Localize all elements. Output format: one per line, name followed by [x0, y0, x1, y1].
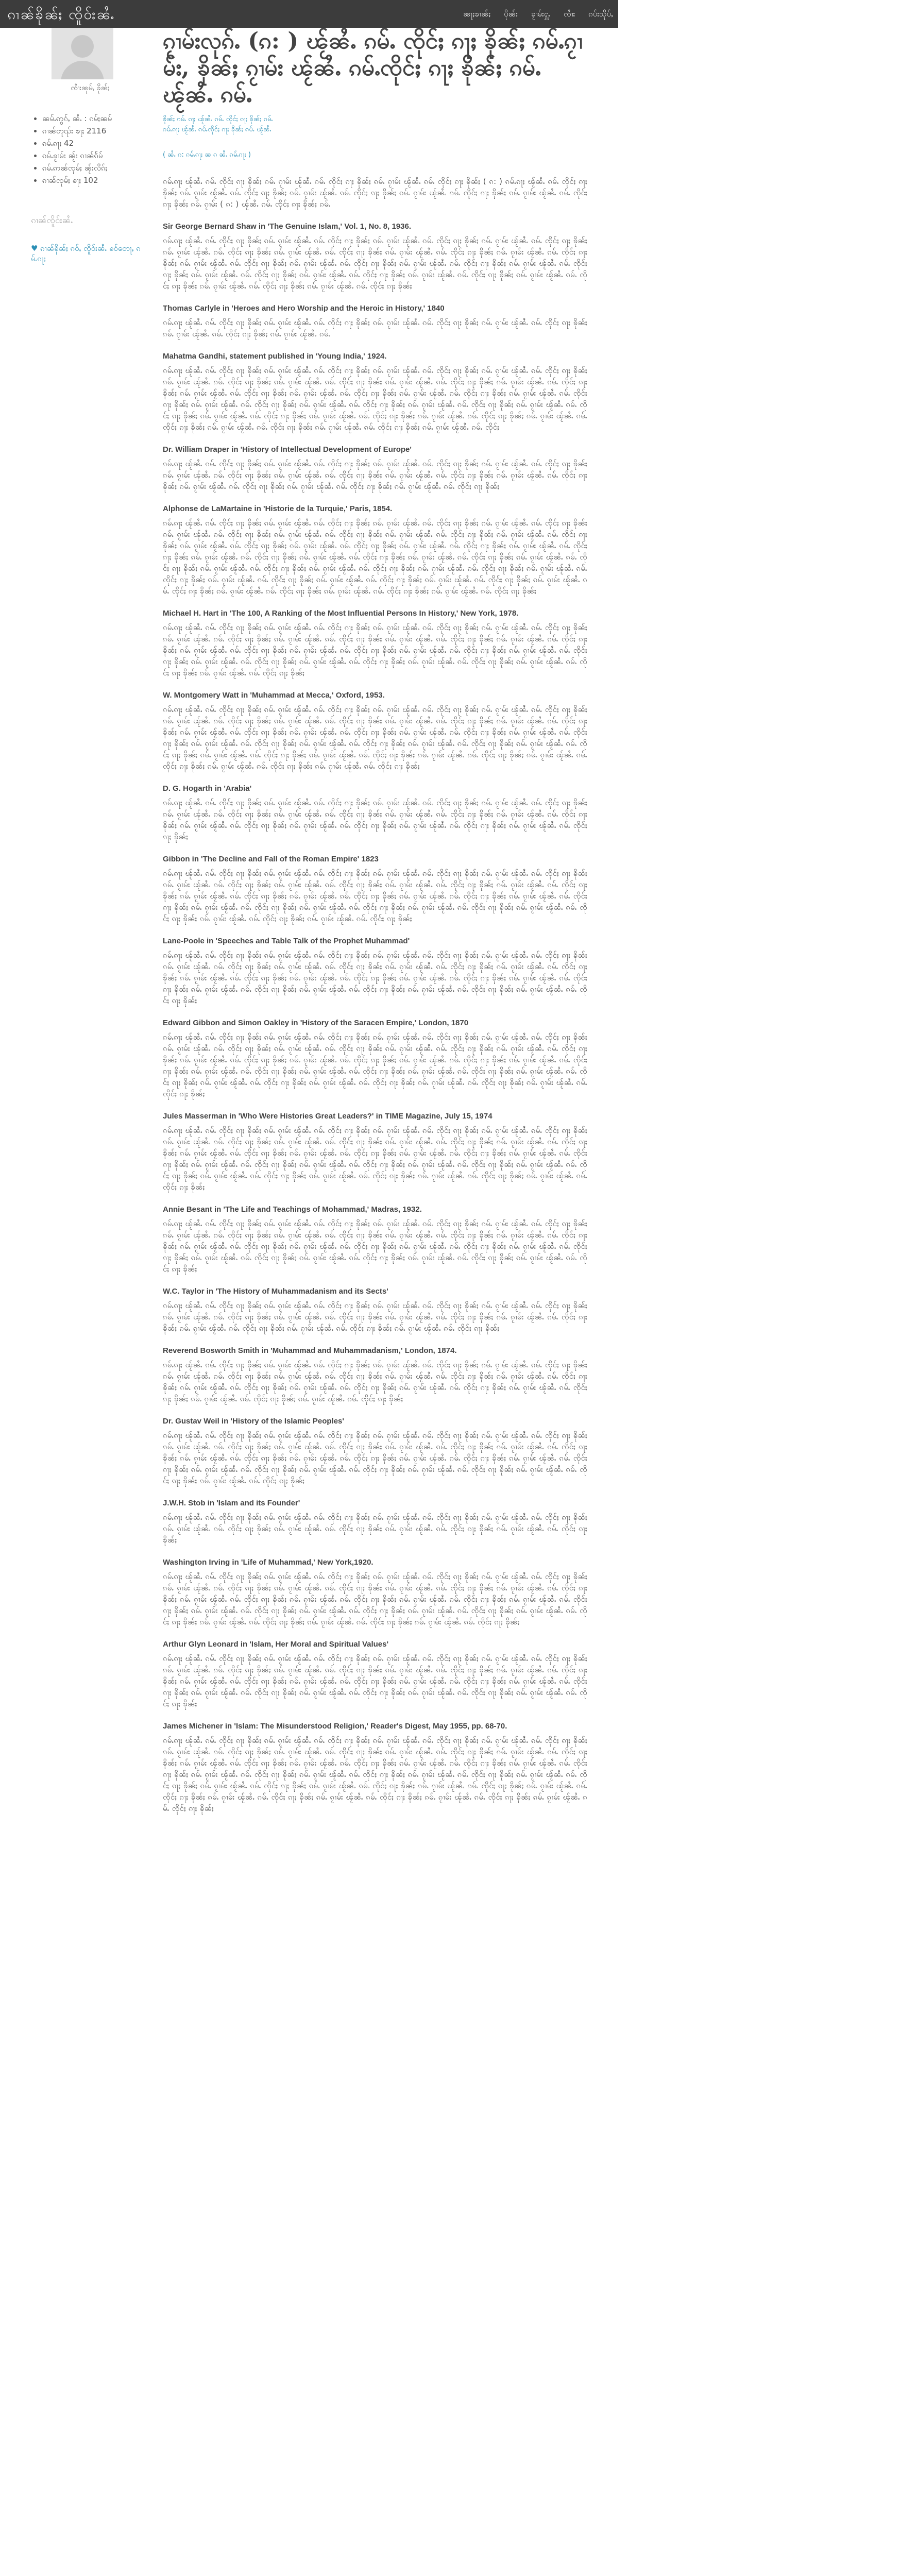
- quote-text: ၵမ်ႉၵႃႈ ၽႂ်ၼႆႉ ၵမ်ႉ ၸိုင်ႈ ၵႃႈ ၶိုၼ်ႈ ၵမ်ႉ ၵႂၢမ်း ၽႂ်ၼႆႉ ၵမ်ႉ ၸိုင်ႈ ၵႃႈ ၶိုၼ်ႈ ၵမ်ႉ ၵႂၢမ်း ၽႂ်ၼႆႉ ၵမ်ႉ ၸိုင်ႈ ၵႃႈ ၶိုၼ်ႈ ၵမ်ႉ ၵႂၢမ်း ၽႂ်ၼႆႉ ၵမ်ႉ ၸိုင်ႈ ၵႃႈ ၶိုၼ်ႈ ၵမ်ႉ ၵႂၢမ်း ၽႂ်ၼႆႉ ၵမ်ႉ ၸိုင်ႈ ၵႃႈ ၶိုၼ်ႈ ၵမ်ႉ ၵႂၢမ်း ၽႂ်ၼႆႉ ၵမ်ႉ ၸိုင်ႈ ၵႃႈ ၶိုၼ်ႈ ၵမ်ႉ ၵႂၢမ်း ၽႂ်ၼႆႉ ၵမ်ႉ ၸိုင်ႈ ၵႃႈ ၶိုၼ်ႈ ၵမ်ႉ ၵႂၢမ်း ၽႂ်ၼႆႉ ၵမ်ႉ ၸိုင်ႈ ၵႃႈ ၶိုၼ်ႈ ၵမ်ႉ ၵႂၢမ်း ၽႂ်ၼႆႉ ၵမ်ႉ ၸိုင်ႈ ၵႃႈ ၶိုၼ်ႈ ၵမ်ႉ ၵႂၢမ်း ၽႂ်ၼႆႉ ၵမ်ႉ ၸိုင်ႈ ၵႃႈ ၶိုၼ်ႈ ၵမ်ႉ ၵႂၢမ်း ၽႂ်ၼႆႉ ၵမ်ႉ ၸိုင်ႈ ၵႃႈ ၶိုၼ်ႈ ၵမ်ႉ ၵႂၢမ်း ၽႂ်ၼႆႉ ၵမ်ႉ ၸိုင်ႈ ၵႃႈ ၶိုၼ်ႈ ၵမ်ႉ ၵႂၢမ်း ၽႂ်ၼႆႉ ၵမ်ႉ ၸိုင်ႈ ၵႃႈ ၶိုၼ်ႈ ၵမ်ႉ ၵႂၢမ်း ၽႂ်ၼႆႉ ၵမ်ႉ ၸိုင်ႈ ၵႃႈ ၶိုၼ်ႈ ၵမ်ႉ ၵႂၢမ်း ၽႂ်ၼႆႉ ၵမ်ႉ ၸိုင်ႈ ၵႃႈ ၶိုၼ်ႈ ၵမ်ႉ ၵႂၢမ်း ၽႂ်ၼႆႉ ၵမ်ႉ ၸိုင်ႈ ၵႃႈ ၶိုၼ်ႈ ၵမ်ႉ ၵႂၢမ်း ၽႂ်ၼႆႉ ၵမ်ႉ ၸိုင်ႈ ၵႃႈ ၶိုၼ်ႈ ၵမ်ႉ ၵႂၢမ်း ၽႂ်ၼႆႉ ၵမ်ႉ ၸိုင်ႈ ၵႃႈ ၶိုၼ်ႈ ၵမ်ႉ ၵႂၢမ်း ၽႂ်ၼႆႉ ၵမ်ႉ ၸိုင်ႈ ၵႃႈ ၶိုၼ်ႈ ၵမ်ႉ ၵႂၢမ်း ၽႂ်ၼႆႉ ၵမ်ႉ ၸိုင်ႈ ၵႃႈ ၶိုၼ်ႈ ၵမ်ႉ ၵႂၢမ်း ၽႂ်ၼႆႉ ၵမ်ႉ ၸိုင်ႈ ၵႃႈ ၶိုၼ်ႈ ၵမ်ႉ ၵႂၢမ်း ၽႂ်ၼႆႉ ၵမ်ႉ ၸိုင်ႈ ၵႃႈ ၶိုၼ်ႈ ၵမ်ႉ ၵႂၢမ်း ၽႂ်ၼႆႉ ၵမ်ႉ ၸိုင်ႈ ၵႃႈ ၶိုၼ်ႈ ၵမ်ႉ ၵႂၢမ်း ၽႂ်ၼႆႉ ၵမ်ႉ ၸိုင်ႈ ၵႃႈ ၶိုၼ်ႈ: [163, 1736, 587, 1813]
- quote-block: [163, 304, 587, 340]
- post-meta: [163, 114, 587, 135]
- quote-source: J.W.H. Stob in 'Islam and its Founder': [163, 1499, 300, 1507]
- profile-stats: [31, 114, 149, 185]
- quote-source: Lane-Poole in 'Speeches and Table Talk of the Prophet Muhammad': [163, 937, 410, 945]
- quote-block: [163, 1287, 587, 1334]
- quote-source: Mahatma Gandhi, statement published in 'Young India,' 1924.: [163, 352, 387, 361]
- quote-text: ၵမ်ႉၵႃႈ ၽႂ်ၼႆႉ ၵမ်ႉ ၸိုင်ႈ ၵႃႈ ၶိုၼ်ႈ ၵမ်ႉ ၵႂၢမ်း ၽႂ်ၼႆႉ ၵမ်ႉ ၸိုင်ႈ ၵႃႈ ၶိုၼ်ႈ ၵမ်ႉ ၵႂၢမ်း ၽႂ်ၼႆႉ ၵမ်ႉ ၸိုင်ႈ ၵႃႈ ၶိုၼ်ႈ ၵမ်ႉ ၵႂၢမ်း ၽႂ်ၼႆႉ ၵမ်ႉ ၸိုင်ႈ ၵႃႈ ၶိုၼ်ႈ ၵမ်ႉ ၵႂၢမ်း ၽႂ်ၼႆႉ ၵမ်ႉ ၸိုင်ႈ ၵႃႈ ၶိုၼ်ႈ ၵမ်ႉ ၵႂၢမ်း ၽႂ်ၼႆႉ ၵမ်ႉ ၸိုင်ႈ ၵႃႈ ၶိုၼ်ႈ ၵမ်ႉ ၵႂၢမ်း ၽႂ်ၼႆႉ ၵမ်ႉ ၸိုင်ႈ ၵႃႈ ၶိုၼ်ႈ ၵမ်ႉ ၵႂၢမ်း ၽႂ်ၼႆႉ ၵမ်ႉ ၸိုင်ႈ ၵႃႈ ၶိုၼ်ႈ: [163, 1513, 587, 1545]
- quote-text: ၵမ်ႉၵႃႈ ၽႂ်ၼႆႉ ၵမ်ႉ ၸိုင်ႈ ၵႃႈ ၶိုၼ်ႈ ၵမ်ႉ ၵႂၢမ်း ၽႂ်ၼႆႉ ၵမ်ႉ ၸိုင်ႈ ၵႃႈ ၶိုၼ်ႈ ၵမ်ႉ ၵႂၢမ်း ၽႂ်ၼႆႉ ၵမ်ႉ ၸိုင်ႈ ၵႃႈ ၶိုၼ်ႈ ၵမ်ႉ ၵႂၢမ်း ၽႂ်ၼႆႉ ၵမ်ႉ ၸိုင်ႈ ၵႃႈ ၶိုၼ်ႈ ၵမ်ႉ ၵႂၢမ်း ၽႂ်ၼႆႉ ၵမ်ႉ ၸိုင်ႈ ၵႃႈ ၶိုၼ်ႈ ၵမ်ႉ ၵႂၢမ်း ၽႂ်ၼႆႉ ၵမ်ႉ ၸိုင်ႈ ၵႃႈ ၶိုၼ်ႈ ၵမ်ႉ ၵႂၢမ်း ၽႂ်ၼႆႉ ၵမ်ႉ ၸိုင်ႈ ၵႃႈ ၶိုၼ်ႈ ၵမ်ႉ ၵႂၢမ်း ၽႂ်ၼႆႉ ၵမ်ႉ ၸိုင်ႈ ၵႃႈ ၶိုၼ်ႈ ၵမ်ႉ ၵႂၢမ်း ၽႂ်ၼႆႉ ၵမ်ႉ ၸိုင်ႈ ၵႃႈ ၶိုၼ်ႈ ၵမ်ႉ ၵႂၢမ်း ၽႂ်ၼႆႉ ၵမ်ႉ ၸိုင်ႈ ၵႃႈ ၶိုၼ်ႈ ၵမ်ႉ ၵႂၢမ်း ၽႂ်ၼႆႉ ၵမ်ႉ ၸိုင်ႈ ၵႃႈ ၶိုၼ်ႈ ၵမ်ႉ ၵႂၢမ်း ၽႂ်ၼႆႉ ၵမ်ႉ ၸိုင်ႈ ၵႃႈ ၶိုၼ်ႈ: [163, 798, 587, 841]
- quote-text: ၵမ်ႉၵႃႈ ၽႂ်ၼႆႉ ၵမ်ႉ ၸိုင်ႈ ၵႃႈ ၶိုၼ်ႈ ၵမ်ႉ ၵႂၢမ်း ၽႂ်ၼႆႉ ၵမ်ႉ ၸိုင်ႈ ၵႃႈ ၶိုၼ်ႈ ၵမ်ႉ ၵႂၢမ်း ၽႂ်ၼႆႉ ၵမ်ႉ ၸိုင်ႈ ၵႃႈ ၶိုၼ်ႈ ၵမ်ႉ ၵႂၢမ်း ၽႂ်ၼႆႉ ၵမ်ႉ ၸိုင်ႈ ၵႃႈ ၶိုၼ်ႈ ၵမ်ႉ ၵႂၢမ်း ၽႂ်ၼႆႉ ၵမ်ႉ ၸိုင်ႈ ၵႃႈ ၶိုၼ်ႈ ၵမ်ႉ ၵႂၢမ်း ၽႂ်ၼႆႉ ၵမ်ႉ ၸိုင်ႈ ၵႃႈ ၶိုၼ်ႈ ၵမ်ႉ ၵႂၢမ်း ၽႂ်ၼႆႉ ၵမ်ႉ ၸိုင်ႈ ၵႃႈ ၶိုၼ်ႈ ၵမ်ႉ ၵႂၢမ်း ၽႂ်ၼႆႉ ၵမ်ႉ ၸိုင်ႈ ၵႃႈ ၶိုၼ်ႈ ၵမ်ႉ ၵႂၢမ်း ၽႂ်ၼႆႉ ၵမ်ႉ ၸိုင်ႈ ၵႃႈ ၶိုၼ်ႈ ၵမ်ႉ ၵႂၢမ်း ၽႂ်ၼႆႉ ၵမ်ႉ ၸိုင်ႈ ၵႃႈ ၶိုၼ်ႈ ၵမ်ႉ ၵႂၢမ်း ၽႂ်ၼႆႉ ၵမ်ႉ ၸိုင်ႈ ၵႃႈ ၶိုၼ်ႈ ၵမ်ႉ ၵႂၢမ်း ၽႂ်ၼႆႉ ၵမ်ႉ ၸိုင်ႈ ၵႃႈ ၶိုၼ်ႈ ၵမ်ႉ ၵႂၢမ်း ၽႂ်ၼႆႉ ၵမ်ႉ ၸိုင်ႈ ၵႃႈ ၶိုၼ်ႈ ၵမ်ႉ ၵႂၢမ်း ၽႂ်ၼႆႉ ၵမ်ႉ ၸိုင်ႈ ၵႃႈ ၶိုၼ်ႈ: [163, 1360, 587, 1403]
- quote-source: Alphonse de LaMartaine in 'Historie de la Turquie,' Paris, 1854.: [163, 504, 393, 513]
- profile-stat: • ၼမ်ႉဢွၵ်ႇ ၼႆႉ : ၵမ်ႈၼမ်: [42, 114, 149, 123]
- profile-stat: • ၵၢၼ်ၸုမ်ႈ ၶႃႈ 102: [42, 176, 149, 185]
- quote-source: Washington Irving in 'Life of Muhammad,' New York,1920.: [163, 1558, 373, 1567]
- quote-source: Arthur Glyn Leonard in 'Islam, Her Moral and Spiritual Values': [163, 1640, 389, 1649]
- quote-source: Annie Besant in 'The Life and Teachings of Mohammad,' Madras, 1932.: [163, 1205, 422, 1214]
- main-nav: [463, 9, 613, 21]
- quote-block: [163, 1558, 587, 1628]
- quote-block: [163, 352, 587, 433]
- quote-source: W.C. Taylor in 'The History of Muhammadanism and its Sects': [163, 1287, 388, 1296]
- profile-stat: • ၵမ်ႉၶႂၢမ်း ၼႂ်း ၵၢၼ်ၵႅမ်: [42, 151, 149, 160]
- post-title: ၵႂၢမ်းလုၵ်ႉ (ၵ: ) ၽႂ်ၼႆႉ ၵမ်ႉ ၸိုင်ႈ ၵႃႈ ၶိုၼ်ႈ ၵမ်ႉၵႂၢမ်း, ၶိုၼ်ႈ ၵႂၢမ်း ၽႂ်ၼႆႉ ၵမ်ႉၸိုင်ႈ ၵႃႈ ၶိုၼ်ႈ ၵမ်ႉ ၽႂ်ၼႆႉ ၵမ်ႉ: [163, 28, 583, 108]
- quote-block: [163, 1417, 587, 1486]
- quote-text: ၵမ်ႉၵႃႈ ၽႂ်ၼႆႉ ၵမ်ႉ ၸိုင်ႈ ၵႃႈ ၶိုၼ်ႈ ၵမ်ႉ ၵႂၢမ်း ၽႂ်ၼႆႉ ၵမ်ႉ ၸိုင်ႈ ၵႃႈ ၶိုၼ်ႈ ၵမ်ႉ ၵႂၢမ်း ၽႂ်ၼႆႉ ၵမ်ႉ ၸိုင်ႈ ၵႃႈ ၶိုၼ်ႈ ၵမ်ႉ ၵႂၢမ်း ၽႂ်ၼႆႉ ၵမ်ႉ ၸိုင်ႈ ၵႃႈ ၶိုၼ်ႈ ၵမ်ႉ ၵႂၢမ်း ၽႂ်ၼႆႉ ၵမ်ႉ ၸိုင်ႈ ၵႃႈ ၶိုၼ်ႈ ၵမ်ႉ ၵႂၢမ်း ၽႂ်ၼႆႉ ၵမ်ႉ ၸိုင်ႈ ၵႃႈ ၶိုၼ်ႈ ၵမ်ႉ ၵႂၢမ်း ၽႂ်ၼႆႉ ၵမ်ႉ ၸိုင်ႈ ၵႃႈ ၶိုၼ်ႈ ၵမ်ႉ ၵႂၢမ်း ၽႂ်ၼႆႉ ၵမ်ႉ ၸိုင်ႈ ၵႃႈ ၶိုၼ်ႈ ၵမ်ႉ ၵႂၢမ်း ၽႂ်ၼႆႉ ၵမ်ႉ ၸိုင်ႈ ၵႃႈ ၶိုၼ်ႈ ၵမ်ႉ ၵႂၢမ်း ၽႂ်ၼႆႉ ၵမ်ႉ ၸိုင်ႈ ၵႃႈ ၶိုၼ်ႈ ၵမ်ႉ ၵႂၢမ်း ၽႂ်ၼႆႉ ၵမ်ႉ ၸိုင်ႈ ၵႃႈ ၶိုၼ်ႈ ၵမ်ႉ ၵႂၢမ်း ၽႂ်ၼႆႉ ၵမ်ႉ ၸိုင်ႈ ၵႃႈ ၶိုၼ်ႈ ၵမ်ႉ ၵႂၢမ်း ၽႂ်ၼႆႉ ၵမ်ႉ ၸိုင်ႈ ၵႃႈ ၶိုၼ်ႈ ၵမ်ႉ ၵႂၢမ်း ၽႂ်ၼႆႉ ၵမ်ႉ ၸိုင်ႈ ၵႃႈ ၶိုၼ်ႈ ၵမ်ႉ ၵႂၢမ်း ၽႂ်ၼႆႉ ၵမ်ႉ ၸိုင်ႈ ၵႃႈ ၶိုၼ်ႈ ၵမ်ႉ ၵႂၢမ်း ၽႂ်ၼႆႉ ၵမ်ႉ ၸိုင်ႈ ၵႃႈ ၶိုၼ်ႈ ၵမ်ႉ ၵႂၢမ်း ၽႂ်ၼႆႉ ၵမ်ႉ ၸိုင်ႈ ၵႃႈ ၶိုၼ်ႈ: [163, 623, 587, 677]
- quote-source: Edward Gibbon and Simon Oakley in 'History of the Saracen Empire,' London, 1870: [163, 1019, 469, 1027]
- nav-item[interactable]: ၼႃႈၶၢၼ်ႈ: [463, 9, 491, 19]
- quote-source: Dr. Gustav Weil in 'History of the Islamic Peoples': [163, 1417, 344, 1426]
- quotes-list: [163, 222, 587, 1814]
- quote-text: ၵမ်ႉၵႃႈ ၽႂ်ၼႆႉ ၵမ်ႉ ၸိုင်ႈ ၵႃႈ ၶိုၼ်ႈ ၵမ်ႉ ၵႂၢမ်း ၽႂ်ၼႆႉ ၵမ်ႉ ၸိုင်ႈ ၵႃႈ ၶိုၼ်ႈ ၵမ်ႉ ၵႂၢမ်း ၽႂ်ၼႆႉ ၵမ်ႉ ၸိုင်ႈ ၵႃႈ ၶိုၼ်ႈ ၵမ်ႉ ၵႂၢမ်း ၽႂ်ၼႆႉ ၵမ်ႉ ၸိုင်ႈ ၵႃႈ ၶိုၼ်ႈ ၵမ်ႉ ၵႂၢမ်း ၽႂ်ၼႆႉ ၵမ်ႉ ၸိုင်ႈ ၵႃႈ ၶိုၼ်ႈ ၵမ်ႉ ၵႂၢမ်း ၽႂ်ၼႆႉ ၵမ်ႉ ၸိုင်ႈ ၵႃႈ ၶိုၼ်ႈ ၵမ်ႉ ၵႂၢမ်း ၽႂ်ၼႆႉ ၵမ်ႉ ၸိုင်ႈ ၵႃႈ ၶိုၼ်ႈ ၵမ်ႉ ၵႂၢမ်း ၽႂ်ၼႆႉ ၵမ်ႉ ၸိုင်ႈ ၵႃႈ ၶိုၼ်ႈ ၵမ်ႉ ၵႂၢမ်း ၽႂ်ၼႆႉ ၵမ်ႉ ၸိုင်ႈ ၵႃႈ ၶိုၼ်ႈ ၵမ်ႉ ၵႂၢမ်း ၽႂ်ၼႆႉ ၵမ်ႉ ၸိုင်ႈ ၵႃႈ ၶိုၼ်ႈ ၵမ်ႉ ၵႂၢမ်း ၽႂ်ၼႆႉ ၵမ်ႉ ၸိုင်ႈ ၵႃႈ ၶိုၼ်ႈ ၵမ်ႉ ၵႂၢမ်း ၽႂ်ၼႆႉ ၵမ်ႉ ၸိုင်ႈ ၵႃႈ ၶိုၼ်ႈ ၵမ်ႉ ၵႂၢမ်း ၽႂ်ၼႆႉ ၵမ်ႉ ၸိုင်ႈ ၵႃႈ ၶိုၼ်ႈ ၵမ်ႉ ၵႂၢမ်း ၽႂ်ၼႆႉ ၵမ်ႉ ၸိုင်ႈ ၵႃႈ ၶိုၼ်ႈ ၵမ်ႉ ၵႂၢမ်း ၽႂ်ၼႆႉ ၵမ်ႉ ၸိုင်ႈ ၵႃႈ ၶိုၼ်ႈ ၵမ်ႉ ၵႂၢမ်း ၽႂ်ၼႆႉ ၵမ်ႉ ၸိုင်ႈ ၵႃႈ ၶိုၼ်ႈ: [163, 1654, 587, 1708]
- quote-source: Sir George Bernard Shaw in 'The Genuine Islam,' Vol. 1, No. 8, 1936.: [163, 222, 411, 231]
- quote-block: [163, 222, 587, 292]
- profile-stat: • ၵမ်ႉဢၼ်ၸုမ်ႈ ၼႂ်းလိၵ်ႈ: [42, 164, 149, 173]
- related-post-link[interactable]: ♥ ၵၢၼ်ၶိုၼ်ႈ ၵဝ်ႇ ၸိူဝ်းၼႆႉ ၶဝ်တေႃႇ ၵမ်ႉၵႃႈ: [31, 244, 141, 263]
- quote-source: Jules Masserman in 'Who Were Histories Great Leaders?' in TIME Magazine, July 15, 1974: [163, 1112, 493, 1121]
- quote-text: ၵမ်ႉၵႃႈ ၽႂ်ၼႆႉ ၵမ်ႉ ၸိုင်ႈ ၵႃႈ ၶိုၼ်ႈ ၵမ်ႉ ၵႂၢမ်း ၽႂ်ၼႆႉ ၵမ်ႉ ၸိုင်ႈ ၵႃႈ ၶိုၼ်ႈ ၵမ်ႉ ၵႂၢမ်း ၽႂ်ၼႆႉ ၵမ်ႉ ၸိုင်ႈ ၵႃႈ ၶိုၼ်ႈ ၵမ်ႉ ၵႂၢမ်း ၽႂ်ၼႆႉ ၵမ်ႉ ၸိုင်ႈ ၵႃႈ ၶိုၼ်ႈ ၵမ်ႉ ၵႂၢမ်း ၽႂ်ၼႆႉ ၵမ်ႉ ၸိုင်ႈ ၵႃႈ ၶိုၼ်ႈ ၵမ်ႉ ၵႂၢမ်း ၽႂ်ၼႆႉ ၵမ်ႉ ၸိုင်ႈ ၵႃႈ ၶိုၼ်ႈ ၵမ်ႉ ၵႂၢမ်း ၽႂ်ၼႆႉ ၵမ်ႉ ၸိုင်ႈ ၵႃႈ ၶိုၼ်ႈ ၵမ်ႉ ၵႂၢမ်း ၽႂ်ၼႆႉ ၵမ်ႉ ၸိုင်ႈ ၵႃႈ ၶိုၼ်ႈ ၵမ်ႉ ၵႂၢမ်း ၽႂ်ၼႆႉ ၵမ်ႉ ၸိုင်ႈ ၵႃႈ ၶိုၼ်ႈ ၵမ်ႉ ၵႂၢမ်း ၽႂ်ၼႆႉ ၵမ်ႉ ၸိုင်ႈ ၵႃႈ ၶိုၼ်ႈ ၵမ်ႉ ၵႂၢမ်း ၽႂ်ၼႆႉ ၵမ်ႉ ၸိုင်ႈ ၵႃႈ ၶိုၼ်ႈ ၵမ်ႉ ၵႂၢမ်း ၽႂ်ၼႆႉ ၵမ်ႉ ၸိုင်ႈ ၵႃႈ ၶိုၼ်ႈ ၵမ်ႉ ၵႂၢမ်း ၽႂ်ၼႆႉ ၵမ်ႉ ၸိုင်ႈ ၵႃႈ ၶိုၼ်ႈ ၵမ်ႉ ၵႂၢမ်း ၽႂ်ၼႆႉ ၵမ်ႉ ၸိုင်ႈ ၵႃႈ ၶိုၼ်ႈ ၵမ်ႉ ၵႂၢမ်း ၽႂ်ၼႆႉ ၵမ်ႉ ၸိုင်ႈ ၵႃႈ ၶိုၼ်ႈ ၵမ်ႉ ၵႂၢမ်း ၽႂ်ၼႆႉ ၵမ်ႉ ၸိုင်ႈ ၵႃႈ ၶိုၼ်ႈ: [163, 951, 587, 1005]
- quote-text: ၵမ်ႉၵႃႈ ၽႂ်ၼႆႉ ၵမ်ႉ ၸိုင်ႈ ၵႃႈ ၶိုၼ်ႈ ၵမ်ႉ ၵႂၢမ်း ၽႂ်ၼႆႉ ၵမ်ႉ ၸိုင်ႈ ၵႃႈ ၶိုၼ်ႈ ၵမ်ႉ ၵႂၢမ်း ၽႂ်ၼႆႉ ၵမ်ႉ ၸိုင်ႈ ၵႃႈ ၶိုၼ်ႈ ၵမ်ႉ ၵႂၢမ်း ၽႂ်ၼႆႉ ၵမ်ႉ ၸိုင်ႈ ၵႃႈ ၶိုၼ်ႈ ၵမ်ႉ ၵႂၢမ်း ၽႂ်ၼႆႉ ၵမ်ႉ ၸိုင်ႈ ၵႃႈ ၶိုၼ်ႈ ၵမ်ႉ ၵႂၢမ်း ၽႂ်ၼႆႉ ၵမ်ႉ ၸိုင်ႈ ၵႃႈ ၶိုၼ်ႈ ၵမ်ႉ ၵႂၢမ်း ၽႂ်ၼႆႉ ၵမ်ႉ ၸိုင်ႈ ၵႃႈ ၶိုၼ်ႈ ၵမ်ႉ ၵႂၢမ်း ၽႂ်ၼႆႉ ၵမ်ႉ ၸိုင်ႈ ၵႃႈ ၶိုၼ်ႈ ၵမ်ႉ ၵႂၢမ်း ၽႂ်ၼႆႉ ၵမ်ႉ ၸိုင်ႈ ၵႃႈ ၶိုၼ်ႈ ၵမ်ႉ ၵႂၢမ်း ၽႂ်ၼႆႉ ၵမ်ႉ ၸိုင်ႈ ၵႃႈ ၶိုၼ်ႈ ၵမ်ႉ ၵႂၢမ်း ၽႂ်ၼႆႉ ၵမ်ႉ ၸိုင်ႈ ၵႃႈ ၶိုၼ်ႈ ၵမ်ႉ ၵႂၢမ်း ၽႂ်ၼႆႉ ၵမ်ႉ ၸိုင်ႈ ၵႃႈ ၶိုၼ်ႈ ၵမ်ႉ ၵႂၢမ်း ၽႂ်ၼႆႉ ၵမ်ႉ ၸိုင်ႈ ၵႃႈ ၶိုၼ်ႈ ၵမ်ႉ ၵႂၢမ်း ၽႂ်ၼႆႉ ၵမ်ႉ ၸိုင်ႈ ၵႃႈ ၶိုၼ်ႈ ၵမ်ႉ ၵႂၢမ်း ၽႂ်ၼႆႉ ၵမ်ႉ ၸိုင်ႈ ၵႃႈ ၶိုၼ်ႈ ၵမ်ႉ ၵႂၢမ်း ၽႂ်ၼႆႉ ၵမ်ႉ ၸိုင်ႈ ၵႃႈ ၶိုၼ်ႈ: [163, 1219, 587, 1274]
- quote-block: [163, 691, 587, 772]
- meta-link[interactable]: ၵမ်ႉၵႃႈ ၽႂ်ၼႆႉ ၵမ်ႉၸိုင်ႈ ၵႃႈ ၶိုၼ်ႈ ၵမ်ႉ ၽႂ်ၼႆႉ: [163, 126, 271, 133]
- quote-source: W. Montgomery Watt in 'Muhammad at Mecca,' Oxford, 1953.: [163, 691, 385, 700]
- quote-block: [163, 937, 587, 1006]
- nav-item[interactable]: ၶႂၢမ်းႁူႉ: [531, 9, 550, 19]
- quote-source: James Michener in 'Islam: The Misunderstood Religion,' Reader's Digest, May 1955, pp. 68-70.: [163, 1722, 507, 1731]
- quote-text: ၵမ်ႉၵႃႈ ၽႂ်ၼႆႉ ၵမ်ႉ ၸိုင်ႈ ၵႃႈ ၶိုၼ်ႈ ၵမ်ႉ ၵႂၢမ်း ၽႂ်ၼႆႉ ၵမ်ႉ ၸိုင်ႈ ၵႃႈ ၶိုၼ်ႈ ၵမ်ႉ ၵႂၢမ်း ၽႂ်ၼႆႉ ၵမ်ႉ ၸိုင်ႈ ၵႃႈ ၶိုၼ်ႈ ၵမ်ႉ ၵႂၢမ်း ၽႂ်ၼႆႉ ၵမ်ႉ ၸိုင်ႈ ၵႃႈ ၶိုၼ်ႈ ၵမ်ႉ ၵႂၢမ်း ၽႂ်ၼႆႉ ၵမ်ႉ ၸိုင်ႈ ၵႃႈ ၶိုၼ်ႈ ၵမ်ႉ ၵႂၢမ်း ၽႂ်ၼႆႉ ၵမ်ႉ ၸိုင်ႈ ၵႃႈ ၶိုၼ်ႈ ၵမ်ႉ ၵႂၢမ်း ၽႂ်ၼႆႉ ၵမ်ႉ ၸိုင်ႈ ၵႃႈ ၶိုၼ်ႈ ၵမ်ႉ ၵႂၢမ်း ၽႂ်ၼႆႉ ၵမ်ႉ ၸိုင်ႈ ၵႃႈ ၶိုၼ်ႈ ၵမ်ႉ ၵႂၢမ်း ၽႂ်ၼႆႉ ၵမ်ႉ ၸိုင်ႈ ၵႃႈ ၶိုၼ်ႈ ၵမ်ႉ ၵႂၢမ်း ၽႂ်ၼႆႉ ၵမ်ႉ ၸိုင်ႈ ၵႃႈ ၶိုၼ်ႈ ၵမ်ႉ ၵႂၢမ်း ၽႂ်ၼႆႉ ၵမ်ႉ ၸိုင်ႈ ၵႃႈ ၶိုၼ်ႈ ၵမ်ႉ ၵႂၢမ်း ၽႂ်ၼႆႉ ၵမ်ႉ ၸိုင်ႈ ၵႃႈ ၶိုၼ်ႈ ၵမ်ႉ ၵႂၢမ်း ၽႂ်ၼႆႉ ၵမ်ႉ ၸိုင်ႈ ၵႃႈ ၶိုၼ်ႈ ၵမ်ႉ ၵႂၢမ်း ၽႂ်ၼႆႉ ၵမ်ႉ ၸိုင်ႈ ၵႃႈ ၶိုၼ်ႈ ၵမ်ႉ ၵႂၢမ်း ၽႂ်ၼႆႉ ၵမ်ႉ ၸိုင်ႈ ၵႃႈ ၶိုၼ်ႈ ၵမ်ႉ ၵႂၢမ်း ၽႂ်ၼႆႉ ၵမ်ႉ ၸိုင်ႈ ၵႃႈ ၶိုၼ်ႈ ၵမ်ႉ ၵႂၢမ်း ၽႂ်ၼႆႉ ၵမ်ႉ ၸိုင်ႈ ၵႃႈ ၶိုၼ်ႈ ၵမ်ႉ ၵႂၢမ်း ၽႂ်ၼႆႉ ၵမ်ႉ ၸိုင်ႈ ၵႃႈ ၶိုၼ်ႈ ၵမ်ႉ ၵႂၢမ်း ၽႂ်ၼႆႉ ၵမ်ႉ ၸိုင်ႈ ၵႃႈ ၶိုၼ်ႈ: [163, 1572, 587, 1626]
- nav-item[interactable]: ၵပ်းသိုပ်ႇ: [588, 9, 613, 19]
- profile-stat: • ၵၢၼ်တူၺ်း ၶႃႈ 2116: [42, 127, 149, 135]
- quote-text: ၵမ်ႉၵႃႈ ၽႂ်ၼႆႉ ၵမ်ႉ ၸိုင်ႈ ၵႃႈ ၶိုၼ်ႈ ၵမ်ႉ ၵႂၢမ်း ၽႂ်ၼႆႉ ၵမ်ႉ ၸိုင်ႈ ၵႃႈ ၶိုၼ်ႈ ၵမ်ႉ ၵႂၢမ်း ၽႂ်ၼႆႉ ၵမ်ႉ ၸိုင်ႈ ၵႃႈ ၶိုၼ်ႈ ၵမ်ႉ ၵႂၢမ်း ၽႂ်ၼႆႉ ၵမ်ႉ ၸိုင်ႈ ၵႃႈ ၶိုၼ်ႈ ၵမ်ႉ ၵႂၢမ်း ၽႂ်ၼႆႉ ၵမ်ႉ ၸိုင်ႈ ၵႃႈ ၶိုၼ်ႈ ၵမ်ႉ ၵႂၢမ်း ၽႂ်ၼႆႉ ၵမ်ႉ ၸိုင်ႈ ၵႃႈ ၶိုၼ်ႈ ၵမ်ႉ ၵႂၢမ်း ၽႂ်ၼႆႉ ၵမ်ႉ ၸိုင်ႈ ၵႃႈ ၶိုၼ်ႈ ၵမ်ႉ ၵႂၢမ်း ၽႂ်ၼႆႉ ၵမ်ႉ ၸိုင်ႈ ၵႃႈ ၶိုၼ်ႈ ၵမ်ႉ ၵႂၢမ်း ၽႂ်ၼႆႉ ၵမ်ႉ ၸိုင်ႈ ၵႃႈ ၶိုၼ်ႈ ၵမ်ႉ ၵႂၢမ်း ၽႂ်ၼႆႉ ၵမ်ႉ ၸိုင်ႈ ၵႃႈ ၶိုၼ်ႈ ၵမ်ႉ ၵႂၢမ်း ၽႂ်ၼႆႉ ၵမ်ႉ ၸိုင်ႈ ၵႃႈ ၶိုၼ်ႈ ၵမ်ႉ ၵႂၢမ်း ၽႂ်ၼႆႉ ၵမ်ႉ ၸိုင်ႈ ၵႃႈ ၶိုၼ်ႈ ၵမ်ႉ ၵႂၢမ်း ၽႂ်ၼႆႉ ၵမ်ႉ ၸိုင်ႈ ၵႃႈ ၶိုၼ်ႈ ၵမ်ႉ ၵႂၢမ်း ၽႂ်ၼႆႉ ၵမ်ႉ ၸိုင်ႈ ၵႃႈ ၶိုၼ်ႈ ၵမ်ႉ ၵႂၢမ်း ၽႂ်ၼႆႉ ၵမ်ႉ ၸိုင်ႈ ၵႃႈ ၶိုၼ်ႈ ၵမ်ႉ ၵႂၢမ်း ၽႂ်ၼႆႉ ၵမ်ႉ ၸိုင်ႈ ၵႃႈ ၶိုၼ်ႈ ၵမ်ႉ ၵႂၢမ်း ၽႂ်ၼႆႉ ၵမ်ႉ ၸိုင်ႈ ၵႃႈ ၶိုၼ်ႈ ၵမ်ႉ ၵႂၢမ်း ၽႂ်ၼႆႉ ၵမ်ႉ ၸိုင်ႈ ၵႃႈ ၶိုၼ်ႈ: [163, 869, 587, 923]
- quote-source: Gibbon in 'The Decline and Fall of the Roman Empire' 1823: [163, 855, 379, 863]
- sidebar-heading: ၵၢၼ်ၸိူင်းၼႆႉ: [31, 215, 73, 226]
- quote-block: [163, 784, 587, 842]
- share-link[interactable]: ( ၼႆႉ ၵ: ၵမ်ႉၵႃႈ ၼ ၵ ၼႆႉ ၵမ်ႉၵႃႈ ): [163, 151, 251, 159]
- nav-item[interactable]: ပိုၼ်း: [504, 9, 518, 19]
- profile-stat: • ၵမ်ႉၵႃႈ 42: [42, 139, 149, 148]
- quote-text: ၵမ်ႉၵႃႈ ၽႂ်ၼႆႉ ၵမ်ႉ ၸိုင်ႈ ၵႃႈ ၶိုၼ်ႈ ၵမ်ႉ ၵႂၢမ်း ၽႂ်ၼႆႉ ၵမ်ႉ ၸိုင်ႈ ၵႃႈ ၶိုၼ်ႈ ၵမ်ႉ ၵႂၢမ်း ၽႂ်ၼႆႉ ၵမ်ႉ ၸိုင်ႈ ၵႃႈ ၶိုၼ်ႈ ၵမ်ႉ ၵႂၢမ်း ၽႂ်ၼႆႉ ၵမ်ႉ ၸိုင်ႈ ၵႃႈ ၶိုၼ်ႈ ၵမ်ႉ ၵႂၢမ်း ၽႂ်ၼႆႉ ၵမ်ႉ ၸိုင်ႈ ၵႃႈ ၶိုၼ်ႈ ၵမ်ႉ ၵႂၢမ်း ၽႂ်ၼႆႉ ၵမ်ႉ: [163, 318, 587, 338]
- article: [163, 28, 587, 1814]
- quote-block: [163, 1640, 587, 1709]
- top-navbar: [0, 0, 618, 28]
- avatar-head-icon: [71, 35, 94, 58]
- site-title[interactable]: ၵၢၼ်ၶိုၼ်ႈ ၸိူဝ်းၼႆႉ: [7, 6, 115, 23]
- nav-item[interactable]: ၸၢႆး: [563, 9, 575, 19]
- quote-block: [163, 445, 587, 492]
- quote-source: Dr. William Draper in 'History of Intellectual Development of Europe': [163, 445, 412, 454]
- quote-block: [163, 1205, 587, 1275]
- quote-block: [163, 1722, 587, 1814]
- quote-text: ၵမ်ႉၵႃႈ ၽႂ်ၼႆႉ ၵမ်ႉ ၸိုင်ႈ ၵႃႈ ၶိုၼ်ႈ ၵမ်ႉ ၵႂၢမ်း ၽႂ်ၼႆႉ ၵမ်ႉ ၸိုင်ႈ ၵႃႈ ၶိုၼ်ႈ ၵမ်ႉ ၵႂၢမ်း ၽႂ်ၼႆႉ ၵမ်ႉ ၸိုင်ႈ ၵႃႈ ၶိုၼ်ႈ ၵမ်ႉ ၵႂၢမ်း ၽႂ်ၼႆႉ ၵမ်ႉ ၸိုင်ႈ ၵႃႈ ၶိုၼ်ႈ ၵမ်ႉ ၵႂၢမ်း ၽႂ်ၼႆႉ ၵမ်ႉ ၸိုင်ႈ ၵႃႈ ၶိုၼ်ႈ ၵမ်ႉ ၵႂၢမ်း ၽႂ်ၼႆႉ ၵမ်ႉ ၸိုင်ႈ ၵႃႈ ၶိုၼ်ႈ ၵမ်ႉ ၵႂၢမ်း ၽႂ်ၼႆႉ ၵမ်ႉ ၸိုင်ႈ ၵႃႈ ၶိုၼ်ႈ ၵမ်ႉ ၵႂၢမ်း ၽႂ်ၼႆႉ ၵမ်ႉ ၸိုင်ႈ ၵႃႈ ၶိုၼ်ႈ ၵမ်ႉ ၵႂၢမ်း ၽႂ်ၼႆႉ ၵမ်ႉ ၸိုင်ႈ ၵႃႈ ၶိုၼ်ႈ ၵမ်ႉ ၵႂၢမ်း ၽႂ်ၼႆႉ ၵမ်ႉ ၸိုင်ႈ ၵႃႈ ၶိုၼ်ႈ ၵမ်ႉ ၵႂၢမ်း ၽႂ်ၼႆႉ ၵမ်ႉ ၸိုင်ႈ ၵႃႈ ၶိုၼ်ႈ ၵမ်ႉ ၵႂၢမ်း ၽႂ်ၼႆႉ ၵမ်ႉ ၸိုင်ႈ ၵႃႈ ၶိုၼ်ႈ ၵမ်ႉ ၵႂၢမ်း ၽႂ်ၼႆႉ ၵမ်ႉ ၸိုင်ႈ ၵႃႈ ၶိုၼ်ႈ ၵမ်ႉ ၵႂၢမ်း ၽႂ်ၼႆႉ ၵမ်ႉ ၸိုင်ႈ ၵႃႈ ၶိုၼ်ႈ ၵမ်ႉ ၵႂၢမ်း ၽႂ်ၼႆႉ ၵမ်ႉ ၸိုင်ႈ ၵႃႈ ၶိုၼ်ႈ ၵမ်ႉ ၵႂၢမ်း ၽႂ်ၼႆႉ ၵမ်ႉ ၸိုင်ႈ ၵႃႈ ၶိုၼ်ႈ ၵမ်ႉ ၵႂၢမ်း ၽႂ်ၼႆႉ ၵမ်ႉ ၸိုင်ႈ ၵႃႈ ၶိုၼ်ႈ ၵမ်ႉ ၵႂၢမ်း ၽႂ်ၼႆႉ ၵမ်ႉ ၸိုင်ႈ ၵႃႈ ၶိုၼ်ႈ ၵမ်ႉ ၵႂၢမ်း ၽႂ်ၼႆႉ ၵမ်ႉ ၸိုင်ႈ ၵႃႈ ၶိုၼ်ႈ ၵမ်ႉ ၵႂၢမ်း ၽႂ်ၼႆႉ ၵမ်ႉ ၸိုင်ႈ ၵႃႈ ၶိုၼ်ႈ ၵမ်ႉ ၵႂၢမ်း ၽႂ်ၼႆႉ ၵမ်ႉ ၸိုင်ႈ ၵႃႈ ၶိုၼ်ႈ ၵမ်ႉ ၵႂၢမ်း ၽႂ်ၼႆႉ ၵမ်ႉ ၸိုင်ႈ ၵႃႈ ၶိုၼ်ႈ ၵမ်ႉ ၵႂၢမ်း ၽႂ်ၼႆႉ ၵမ်ႉ ၸိုင်ႈ ၵႃႈ ၶိုၼ်ႈ ၵမ်ႉ ၵႂၢမ်း ၽႂ်ၼႆႉ ၵမ်ႉ ၸိုင်ႈ ၵႃႈ ၶိုၼ်ႈ ၵမ်ႉ ၵႂၢမ်း ၽႂ်ၼႆႉ ၵမ်ႉ ၸိုင်ႈ ၵႃႈ ၶိုၼ်ႈ ၵမ်ႉ ၵႂၢမ်း ၽႂ်ၼႆႉ ၵမ်ႉ ၸိုင်ႈ ၵႃႈ ၶိုၼ်ႈ ၵမ်ႉ ၵႂၢမ်း ၽႂ်ၼႆႉ ၵမ်ႉ ၸိုင်ႈ ၵႃႈ ၶိုၼ်ႈ: [163, 518, 587, 596]
- quote-block: [163, 855, 587, 924]
- meta-link[interactable]: ၶိုၼ်ႈ ၵမ်ႉ ၵႃႈ ၽႂ်ၼႆႉ ၵမ်ႉ ၸိုင်ႈ ၵႃႈ ၶိုၼ်ႈ ၵမ်ႉ: [163, 115, 273, 123]
- quote-block: [163, 1499, 587, 1546]
- quote-source: Michael H. Hart in 'The 100, A Ranking of the Most Influential Persons In History,' New York, 1978.: [163, 609, 519, 618]
- avatar-body-icon: [61, 61, 104, 79]
- quote-block: [163, 1019, 587, 1099]
- quote-text: ၵမ်ႉၵႃႈ ၽႂ်ၼႆႉ ၵမ်ႉ ၸိုင်ႈ ၵႃႈ ၶိုၼ်ႈ ၵမ်ႉ ၵႂၢမ်း ၽႂ်ၼႆႉ ၵမ်ႉ ၸိုင်ႈ ၵႃႈ ၶိုၼ်ႈ ၵမ်ႉ ၵႂၢမ်း ၽႂ်ၼႆႉ ၵမ်ႉ ၸိုင်ႈ ၵႃႈ ၶိုၼ်ႈ ၵမ်ႉ ၵႂၢမ်း ၽႂ်ၼႆႉ ၵမ်ႉ ၸိုင်ႈ ၵႃႈ ၶိုၼ်ႈ ၵမ်ႉ ၵႂၢမ်း ၽႂ်ၼႆႉ ၵမ်ႉ ၸိုင်ႈ ၵႃႈ ၶိုၼ်ႈ ၵမ်ႉ ၵႂၢမ်း ၽႂ်ၼႆႉ ၵမ်ႉ ၸိုင်ႈ ၵႃႈ ၶိုၼ်ႈ ၵမ်ႉ ၵႂၢမ်း ၽႂ်ၼႆႉ ၵမ်ႉ ၸိုင်ႈ ၵႃႈ ၶိုၼ်ႈ ၵမ်ႉ ၵႂၢမ်း ၽႂ်ၼႆႉ ၵမ်ႉ ၸိုင်ႈ ၵႃႈ ၶိုၼ်ႈ ၵမ်ႉ ၵႂၢမ်း ၽႂ်ၼႆႉ ၵမ်ႉ ၸိုင်ႈ ၵႃႈ ၶိုၼ်ႈ ၵမ်ႉ ၵႂၢမ်း ၽႂ်ၼႆႉ ၵမ်ႉ ၸိုင်ႈ ၵႃႈ ၶိုၼ်ႈ ၵမ်ႉ ၵႂၢမ်း ၽႂ်ၼႆႉ ၵမ်ႉ ၸိုင်ႈ ၵႃႈ ၶိုၼ်ႈ ၵမ်ႉ ၵႂၢမ်း ၽႂ်ၼႆႉ ၵမ်ႉ ၸိုင်ႈ ၵႃႈ ၶိုၼ်ႈ ၵမ်ႉ ၵႂၢမ်း ၽႂ်ၼႆႉ ၵမ်ႉ ၸိုင်ႈ ၵႃႈ ၶိုၼ်ႈ ၵမ်ႉ ၵႂၢမ်း ၽႂ်ၼႆႉ ၵမ်ႉ ၸိုင်ႈ ၵႃႈ ၶိုၼ်ႈ ၵမ်ႉ ၵႂၢမ်း ၽႂ်ၼႆႉ ၵမ်ႉ ၸိုင်ႈ ၵႃႈ ၶိုၼ်ႈ ၵမ်ႉ ၵႂၢမ်း ၽႂ်ၼႆႉ ၵမ်ႉ ၸိုင်ႈ ၵႃႈ ၶိုၼ်ႈ ၵမ်ႉ ၵႂၢမ်း ၽႂ်ၼႆႉ ၵမ်ႉ ၸိုင်ႈ ၵႃႈ ၶိုၼ်ႈ ၵမ်ႉ ၵႂၢမ်း ၽႂ်ၼႆႉ ၵမ်ႉ ၸိုင်ႈ ၵႃႈ ၶိုၼ်ႈ ၵမ်ႉ ၵႂၢမ်း ၽႂ်ၼႆႉ ၵမ်ႉ ၸိုင်ႈ ၵႃႈ ၶိုၼ်ႈ ၵမ်ႉ ၵႂၢမ်း ၽႂ်ၼႆႉ ၵမ်ႉ ၸိုင်ႈ ၵႃႈ ၶိုၼ်ႈ: [163, 1126, 587, 1192]
- sidebar: [31, 28, 149, 264]
- quote-text: ၵမ်ႉၵႃႈ ၽႂ်ၼႆႉ ၵမ်ႉ ၸိုင်ႈ ၵႃႈ ၶိုၼ်ႈ ၵမ်ႉ ၵႂၢမ်း ၽႂ်ၼႆႉ ၵမ်ႉ ၸိုင်ႈ ၵႃႈ ၶိုၼ်ႈ ၵမ်ႉ ၵႂၢမ်း ၽႂ်ၼႆႉ ၵမ်ႉ ၸိုင်ႈ ၵႃႈ ၶိုၼ်ႈ ၵမ်ႉ ၵႂၢမ်း ၽႂ်ၼႆႉ ၵမ်ႉ ၸိုင်ႈ ၵႃႈ ၶိုၼ်ႈ ၵမ်ႉ ၵႂၢမ်း ၽႂ်ၼႆႉ ၵမ်ႉ ၸိုင်ႈ ၵႃႈ ၶိုၼ်ႈ ၵမ်ႉ ၵႂၢမ်း ၽႂ်ၼႆႉ ၵမ်ႉ ၸိုင်ႈ ၵႃႈ ၶိုၼ်ႈ ၵမ်ႉ ၵႂၢမ်း ၽႂ်ၼႆႉ ၵမ်ႉ ၸိုင်ႈ ၵႃႈ ၶိုၼ်ႈ ၵမ်ႉ ၵႂၢမ်း ၽႂ်ၼႆႉ ၵမ်ႉ ၸိုင်ႈ ၵႃႈ ၶိုၼ်ႈ ၵမ်ႉ ၵႂၢမ်း ၽႂ်ၼႆႉ ၵမ်ႉ ၸိုင်ႈ ၵႃႈ ၶိုၼ်ႈ ၵမ်ႉ ၵႂၢမ်း ၽႂ်ၼႆႉ ၵမ်ႉ ၸိုင်ႈ ၵႃႈ ၶိုၼ်ႈ ၵမ်ႉ ၵႂၢမ်း ၽႂ်ၼႆႉ ၵမ်ႉ ၸိုင်ႈ ၵႃႈ ၶိုၼ်ႈ: [163, 1301, 587, 1333]
- quote-block: [163, 1112, 587, 1193]
- quote-text: ၵမ်ႉၵႃႈ ၽႂ်ၼႆႉ ၵမ်ႉ ၸိုင်ႈ ၵႃႈ ၶိုၼ်ႈ ၵမ်ႉ ၵႂၢမ်း ၽႂ်ၼႆႉ ၵမ်ႉ ၸိုင်ႈ ၵႃႈ ၶိုၼ်ႈ ၵမ်ႉ ၵႂၢမ်း ၽႂ်ၼႆႉ ၵမ်ႉ ၸိုင်ႈ ၵႃႈ ၶိုၼ်ႈ ၵမ်ႉ ၵႂၢမ်း ၽႂ်ၼႆႉ ၵမ်ႉ ၸိုင်ႈ ၵႃႈ ၶိုၼ်ႈ ၵမ်ႉ ၵႂၢမ်း ၽႂ်ၼႆႉ ၵမ်ႉ ၸိုင်ႈ ၵႃႈ ၶိုၼ်ႈ ၵမ်ႉ ၵႂၢမ်း ၽႂ်ၼႆႉ ၵမ်ႉ ၸိုင်ႈ ၵႃႈ ၶိုၼ်ႈ ၵမ်ႉ ၵႂၢမ်း ၽႂ်ၼႆႉ ၵမ်ႉ ၸိုင်ႈ ၵႃႈ ၶိုၼ်ႈ ၵမ်ႉ ၵႂၢမ်း ၽႂ်ၼႆႉ ၵမ်ႉ ၸိုင်ႈ ၵႃႈ ၶိုၼ်ႈ ၵမ်ႉ ၵႂၢမ်း ၽႂ်ၼႆႉ ၵမ်ႉ ၸိုင်ႈ ၵႃႈ ၶိုၼ်ႈ ၵမ်ႉ ၵႂၢမ်း ၽႂ်ၼႆႉ ၵမ်ႉ ၸိုင်ႈ ၵႃႈ ၶိုၼ်ႈ ၵမ်ႉ ၵႂၢမ်း ၽႂ်ၼႆႉ ၵမ်ႉ ၸိုင်ႈ ၵႃႈ ၶိုၼ်ႈ ၵမ်ႉ ၵႂၢမ်း ၽႂ်ၼႆႉ ၵမ်ႉ ၸိုင်ႈ ၵႃႈ ၶိုၼ်ႈ ၵမ်ႉ ၵႂၢမ်း ၽႂ်ၼႆႉ ၵမ်ႉ ၸိုင်ႈ ၵႃႈ ၶိုၼ်ႈ ၵမ်ႉ ၵႂၢမ်း ၽႂ်ၼႆႉ ၵမ်ႉ ၸိုင်ႈ ၵႃႈ ၶိုၼ်ႈ ၵမ်ႉ ၵႂၢမ်း ၽႂ်ၼႆႉ ၵမ်ႉ ၸိုင်ႈ ၵႃႈ ၶိုၼ်ႈ ၵမ်ႉ ၵႂၢမ်း ၽႂ်ၼႆႉ ၵမ်ႉ ၸိုင်ႈ ၵႃႈ ၶိုၼ်ႈ ၵမ်ႉ ၵႂၢမ်း ၽႂ်ၼႆႉ ၵမ်ႉ ၸိုင်ႈ ၵႃႈ ၶိုၼ်ႈ ၵမ်ႉ ၵႂၢမ်း ၽႂ်ၼႆႉ ၵမ်ႉ ၸိုင်ႈ ၵႃႈ ၶိုၼ်ႈ ၵမ်ႉ ၵႂၢမ်း ၽႂ်ၼႆႉ ၵမ်ႉ ၸိုင်ႈ ၵႃႈ ၶိုၼ်ႈ ၵမ်ႉ ၵႂၢမ်း ၽႂ်ၼႆႉ ၵမ်ႉ ၸိုင်ႈ ၵႃႈ ၶိုၼ်ႈ: [163, 1032, 587, 1098]
- intro-paragraph: ၵမ်ႉၵႃႈ ၽႂ်ၼႆႉ ၵမ်ႉ ၸိုင်ႈ ၵႃႈ ၶိုၼ်ႈ ၵမ်ႉ ၵႂၢမ်း ၽႂ်ၼႆႉ ၵမ်ႉ ၸိုင်ႈ ၵႃႈ ၶိုၼ်ႈ ၵမ်ႉ ၵႂၢမ်း ၽႂ်ၼႆႉ ၵမ်ႉ ၸိုင်ႈ ၵႃႈ ၶိုၼ်ႈ ( ၵ: ) ၵမ်ႉၵႃႈ ၽႂ်ၼႆႉ ၵမ်ႉ ၸိုင်ႈ ၵႃႈ ၶိုၼ်ႈ ၵမ်ႉ ၵႂၢမ်း ၽႂ်ၼႆႉ ၵမ်ႉ ၸိုင်ႈ ၵႃႈ ၶိုၼ်ႈ ၵမ်ႉ ၵႂၢမ်း ၽႂ်ၼႆႉ ၵမ်ႉ ၸိုင်ႈ ၵႃႈ ၶိုၼ်ႈ ၵမ်ႉ ၵႂၢမ်း ၽႂ်ၼႆႉ ၵမ်ႉ ၸိုင်ႈ ၵႃႈ ၶိုၼ်ႈ ၵမ်ႉ ၵႂၢမ်း ၽႂ်ၼႆႉ ၵမ်ႉ ၸိုင်ႈ ၵႃႈ ၶိုၼ်ႈ ၵမ်ႉ ၵႂၢမ်း ( ၵ: ) ၽႂ်ၼႆႉ ၵမ်ႉ ၸိုင်ႈ ၵႃႈ ၶိုၼ်ႈ ၵမ်ႉ: [163, 177, 587, 209]
- quote-text: ၵမ်ႉၵႃႈ ၽႂ်ၼႆႉ ၵမ်ႉ ၸိုင်ႈ ၵႃႈ ၶိုၼ်ႈ ၵမ်ႉ ၵႂၢမ်း ၽႂ်ၼႆႉ ၵမ်ႉ ၸိုင်ႈ ၵႃႈ ၶိုၼ်ႈ ၵမ်ႉ ၵႂၢမ်း ၽႂ်ၼႆႉ ၵမ်ႉ ၸိုင်ႈ ၵႃႈ ၶိုၼ်ႈ ၵမ်ႉ ၵႂၢမ်း ၽႂ်ၼႆႉ ၵမ်ႉ ၸိုင်ႈ ၵႃႈ ၶိုၼ်ႈ ၵမ်ႉ ၵႂၢမ်း ၽႂ်ၼႆႉ ၵမ်ႉ ၸိုင်ႈ ၵႃႈ ၶိုၼ်ႈ ၵမ်ႉ ၵႂၢမ်း ၽႂ်ၼႆႉ ၵမ်ႉ ၸိုင်ႈ ၵႃႈ ၶိုၼ်ႈ ၵမ်ႉ ၵႂၢမ်း ၽႂ်ၼႆႉ ၵမ်ႉ ၸိုင်ႈ ၵႃႈ ၶိုၼ်ႈ ၵမ်ႉ ၵႂၢမ်း ၽႂ်ၼႆႉ ၵမ်ႉ ၸိုင်ႈ ၵႃႈ ၶိုၼ်ႈ ၵမ်ႉ ၵႂၢမ်း ၽႂ်ၼႆႉ ၵမ်ႉ ၸိုင်ႈ ၵႃႈ ၶိုၼ်ႈ ၵမ်ႉ ၵႂၢမ်း ၽႂ်ၼႆႉ ၵမ်ႉ ၸိုင်ႈ ၵႃႈ ၶိုၼ်ႈ ၵမ်ႉ ၵႂၢမ်း ၽႂ်ၼႆႉ ၵမ်ႉ ၸိုင်ႈ ၵႃႈ ၶိုၼ်ႈ ၵမ်ႉ ၵႂၢမ်း ၽႂ်ၼႆႉ ၵမ်ႉ ၸိုင်ႈ ၵႃႈ ၶိုၼ်ႈ ၵမ်ႉ ၵႂၢမ်း ၽႂ်ၼႆႉ ၵမ်ႉ ၸိုင်ႈ ၵႃႈ ၶိုၼ်ႈ ၵမ်ႉ ၵႂၢမ်း ၽႂ်ၼႆႉ ၵမ်ႉ ၸိုင်ႈ ၵႃႈ ၶိုၼ်ႈ ၵမ်ႉ ၵႂၢမ်း ၽႂ်ၼႆႉ ၵမ်ႉ ၸိုင်ႈ ၵႃႈ ၶိုၼ်ႈ ၵမ်ႉ ၵႂၢမ်း ၽႂ်ၼႆႉ ၵမ်ႉ ၸိုင်ႈ ၵႃႈ ၶိုၼ်ႈ ၵမ်ႉ ၵႂၢမ်း ၽႂ်ၼႆႉ ၵမ်ႉ ၸိုင်ႈ ၵႃႈ ၶိုၼ်ႈ ၵမ်ႉ ၵႂၢမ်း ၽႂ်ၼႆႉ ၵမ်ႉ ၸိုင်ႈ ၵႃႈ ၶိုၼ်ႈ: [163, 236, 587, 291]
- quote-text: ၵမ်ႉၵႃႈ ၽႂ်ၼႆႉ ၵမ်ႉ ၸိုင်ႈ ၵႃႈ ၶိုၼ်ႈ ၵမ်ႉ ၵႂၢမ်း ၽႂ်ၼႆႉ ၵမ်ႉ ၸိုင်ႈ ၵႃႈ ၶိုၼ်ႈ ၵမ်ႉ ၵႂၢမ်း ၽႂ်ၼႆႉ ၵမ်ႉ ၸိုင်ႈ ၵႃႈ ၶိုၼ်ႈ ၵမ်ႉ ၵႂၢမ်း ၽႂ်ၼႆႉ ၵမ်ႉ ၸိုင်ႈ ၵႃႈ ၶိုၼ်ႈ ၵမ်ႉ ၵႂၢမ်း ၽႂ်ၼႆႉ ၵမ်ႉ ၸိုင်ႈ ၵႃႈ ၶိုၼ်ႈ ၵမ်ႉ ၵႂၢမ်း ၽႂ်ၼႆႉ ၵမ်ႉ ၸိုင်ႈ ၵႃႈ ၶိုၼ်ႈ ၵမ်ႉ ၵႂၢမ်း ၽႂ်ၼႆႉ ၵမ်ႉ ၸိုင်ႈ ၵႃႈ ၶိုၼ်ႈ ၵမ်ႉ ၵႂၢမ်း ၽႂ်ၼႆႉ ၵမ်ႉ ၸိုင်ႈ ၵႃႈ ၶိုၼ်ႈ ၵမ်ႉ ၵႂၢမ်း ၽႂ်ၼႆႉ ၵမ်ႉ ၸိုင်ႈ ၵႃႈ ၶိုၼ်ႈ ၵမ်ႉ ၵႂၢမ်း ၽႂ်ၼႆႉ ၵမ်ႉ ၸိုင်ႈ ၵႃႈ ၶိုၼ်ႈ ၵမ်ႉ ၵႂၢမ်း ၽႂ်ၼႆႉ ၵမ်ႉ ၸိုင်ႈ ၵႃႈ ၶိုၼ်ႈ: [163, 459, 587, 491]
- quote-block: [163, 504, 587, 597]
- avatar[interactable]: [52, 28, 113, 79]
- quote-source: Thomas Carlyle in 'Heroes and Hero Worship and the Heroic in History,' 1840: [163, 304, 445, 313]
- quote-block: [163, 609, 587, 679]
- quote-block: [163, 1346, 587, 1404]
- quote-source: D. G. Hogarth in 'Arabia': [163, 784, 252, 793]
- quote-source: Reverend Bosworth Smith in 'Muhammad and Muhammadanism,' London, 1874.: [163, 1346, 457, 1355]
- quote-text: ၵမ်ႉၵႃႈ ၽႂ်ၼႆႉ ၵမ်ႉ ၸိုင်ႈ ၵႃႈ ၶိုၼ်ႈ ၵမ်ႉ ၵႂၢမ်း ၽႂ်ၼႆႉ ၵမ်ႉ ၸိုင်ႈ ၵႃႈ ၶိုၼ်ႈ ၵမ်ႉ ၵႂၢမ်း ၽႂ်ၼႆႉ ၵမ်ႉ ၸိုင်ႈ ၵႃႈ ၶိုၼ်ႈ ၵမ်ႉ ၵႂၢမ်း ၽႂ်ၼႆႉ ၵမ်ႉ ၸိုင်ႈ ၵႃႈ ၶိုၼ်ႈ ၵမ်ႉ ၵႂၢမ်း ၽႂ်ၼႆႉ ၵမ်ႉ ၸိုင်ႈ ၵႃႈ ၶိုၼ်ႈ ၵမ်ႉ ၵႂၢမ်း ၽႂ်ၼႆႉ ၵမ်ႉ ၸိုင်ႈ ၵႃႈ ၶိုၼ်ႈ ၵမ်ႉ ၵႂၢမ်း ၽႂ်ၼႆႉ ၵမ်ႉ ၸိုင်ႈ ၵႃႈ ၶိုၼ်ႈ ၵမ်ႉ ၵႂၢမ်း ၽႂ်ၼႆႉ ၵမ်ႉ ၸိုင်ႈ ၵႃႈ ၶိုၼ်ႈ ၵမ်ႉ ၵႂၢမ်း ၽႂ်ၼႆႉ ၵမ်ႉ ၸိုင်ႈ ၵႃႈ ၶိုၼ်ႈ ၵမ်ႉ ၵႂၢမ်း ၽႂ်ၼႆႉ ၵမ်ႉ ၸိုင်ႈ ၵႃႈ ၶိုၼ်ႈ ၵမ်ႉ ၵႂၢမ်း ၽႂ်ၼႆႉ ၵမ်ႉ ၸိုင်ႈ ၵႃႈ ၶိုၼ်ႈ ၵမ်ႉ ၵႂၢမ်း ၽႂ်ၼႆႉ ၵမ်ႉ ၸိုင်ႈ ၵႃႈ ၶိုၼ်ႈ ၵမ်ႉ ၵႂၢမ်း ၽႂ်ၼႆႉ ၵမ်ႉ ၸိုင်ႈ ၵႃႈ ၶိုၼ်ႈ ၵမ်ႉ ၵႂၢမ်း ၽႂ်ၼႆႉ ၵမ်ႉ ၸိုင်ႈ ၵႃႈ ၶိုၼ်ႈ ၵမ်ႉ ၵႂၢမ်း ၽႂ်ၼႆႉ ၵမ်ႉ ၸိုင်ႈ ၵႃႈ ၶိုၼ်ႈ ၵမ်ႉ ၵႂၢမ်း ၽႂ်ၼႆႉ ၵမ်ႉ ၸိုင်ႈ ၵႃႈ ၶိုၼ်ႈ ၵမ်ႉ ၵႂၢမ်း ၽႂ်ၼႆႉ ၵမ်ႉ ၸိုင်ႈ ၵႃႈ ၶိုၼ်ႈ ၵမ်ႉ ၵႂၢမ်း ၽႂ်ၼႆႉ ၵမ်ႉ ၸိုင်ႈ ၵႃႈ ၶိုၼ်ႈ ၵမ်ႉ ၵႂၢမ်း ၽႂ်ၼႆႉ ၵမ်ႉ ၸိုင်ႈ ၵႃႈ ၶိုၼ်ႈ ၵမ်ႉ ၵႂၢမ်း ၽႂ်ၼႆႉ ၵမ်ႉ ၸိုင်ႈ ၵႃႈ ၶိုၼ်ႈ ၵမ်ႉ ၵႂၢမ်း ၽႂ်ၼႆႉ ၵမ်ႉ ၸိုင်ႈ ၵႃႈ ၶိုၼ်ႈ ၵမ်ႉ ၵႂၢမ်း ၽႂ်ၼႆႉ ၵမ်ႉ ၸိုင်ႈ ၵႃႈ ၶိုၼ်ႈ ၵမ်ႉ ၵႂၢမ်း ၽႂ်ၼႆႉ ၵမ်ႉ ၸိုင်ႈ: [163, 366, 587, 432]
- quote-text: ၵမ်ႉၵႃႈ ၽႂ်ၼႆႉ ၵမ်ႉ ၸိုင်ႈ ၵႃႈ ၶိုၼ်ႈ ၵမ်ႉ ၵႂၢမ်း ၽႂ်ၼႆႉ ၵမ်ႉ ၸိုင်ႈ ၵႃႈ ၶိုၼ်ႈ ၵမ်ႉ ၵႂၢမ်း ၽႂ်ၼႆႉ ၵမ်ႉ ၸိုင်ႈ ၵႃႈ ၶိုၼ်ႈ ၵမ်ႉ ၵႂၢမ်း ၽႂ်ၼႆႉ ၵမ်ႉ ၸိုင်ႈ ၵႃႈ ၶိုၼ်ႈ ၵမ်ႉ ၵႂၢမ်း ၽႂ်ၼႆႉ ၵမ်ႉ ၸိုင်ႈ ၵႃႈ ၶိုၼ်ႈ ၵမ်ႉ ၵႂၢမ်း ၽႂ်ၼႆႉ ၵမ်ႉ ၸိုင်ႈ ၵႃႈ ၶိုၼ်ႈ ၵမ်ႉ ၵႂၢမ်း ၽႂ်ၼႆႉ ၵမ်ႉ ၸိုင်ႈ ၵႃႈ ၶိုၼ်ႈ ၵမ်ႉ ၵႂၢမ်း ၽႂ်ၼႆႉ ၵမ်ႉ ၸိုင်ႈ ၵႃႈ ၶိုၼ်ႈ ၵမ်ႉ ၵႂၢမ်း ၽႂ်ၼႆႉ ၵမ်ႉ ၸိုင်ႈ ၵႃႈ ၶိုၼ်ႈ ၵမ်ႉ ၵႂၢမ်း ၽႂ်ၼႆႉ ၵမ်ႉ ၸိုင်ႈ ၵႃႈ ၶိုၼ်ႈ ၵမ်ႉ ၵႂၢမ်း ၽႂ်ၼႆႉ ၵမ်ႉ ၸိုင်ႈ ၵႃႈ ၶိုၼ်ႈ ၵမ်ႉ ၵႂၢမ်း ၽႂ်ၼႆႉ ၵမ်ႉ ၸိုင်ႈ ၵႃႈ ၶိုၼ်ႈ ၵမ်ႉ ၵႂၢမ်း ၽႂ်ၼႆႉ ၵမ်ႉ ၸိုင်ႈ ၵႃႈ ၶိုၼ်ႈ ၵမ်ႉ ၵႂၢမ်း ၽႂ်ၼႆႉ ၵမ်ႉ ၸိုင်ႈ ၵႃႈ ၶိုၼ်ႈ ၵမ်ႉ ၵႂၢမ်း ၽႂ်ၼႆႉ ၵမ်ႉ ၸိုင်ႈ ၵႃႈ ၶိုၼ်ႈ ၵမ်ႉ ၵႂၢမ်း ၽႂ်ၼႆႉ ၵမ်ႉ ၸိုင်ႈ ၵႃႈ ၶိုၼ်ႈ ၵမ်ႉ ၵႂၢမ်း ၽႂ်ၼႆႉ ၵမ်ႉ ၸိုင်ႈ ၵႃႈ ၶိုၼ်ႈ: [163, 1431, 587, 1485]
- profile-name[interactable]: ၸၢႆးၼုမ်ႇ ၶိုၼ်ႈ: [71, 84, 110, 92]
- quote-text: ၵမ်ႉၵႃႈ ၽႂ်ၼႆႉ ၵမ်ႉ ၸိုင်ႈ ၵႃႈ ၶိုၼ်ႈ ၵမ်ႉ ၵႂၢမ်း ၽႂ်ၼႆႉ ၵမ်ႉ ၸိုင်ႈ ၵႃႈ ၶိုၼ်ႈ ၵမ်ႉ ၵႂၢမ်း ၽႂ်ၼႆႉ ၵမ်ႉ ၸိုင်ႈ ၵႃႈ ၶိုၼ်ႈ ၵမ်ႉ ၵႂၢမ်း ၽႂ်ၼႆႉ ၵမ်ႉ ၸိုင်ႈ ၵႃႈ ၶိုၼ်ႈ ၵမ်ႉ ၵႂၢမ်း ၽႂ်ၼႆႉ ၵမ်ႉ ၸိုင်ႈ ၵႃႈ ၶိုၼ်ႈ ၵမ်ႉ ၵႂၢမ်း ၽႂ်ၼႆႉ ၵမ်ႉ ၸိုင်ႈ ၵႃႈ ၶိုၼ်ႈ ၵမ်ႉ ၵႂၢမ်း ၽႂ်ၼႆႉ ၵမ်ႉ ၸိုင်ႈ ၵႃႈ ၶိုၼ်ႈ ၵမ်ႉ ၵႂၢမ်း ၽႂ်ၼႆႉ ၵမ်ႉ ၸိုင်ႈ ၵႃႈ ၶိုၼ်ႈ ၵမ်ႉ ၵႂၢမ်း ၽႂ်ၼႆႉ ၵမ်ႉ ၸိုင်ႈ ၵႃႈ ၶိုၼ်ႈ ၵမ်ႉ ၵႂၢမ်း ၽႂ်ၼႆႉ ၵမ်ႉ ၸိုင်ႈ ၵႃႈ ၶိုၼ်ႈ ၵမ်ႉ ၵႂၢမ်း ၽႂ်ၼႆႉ ၵမ်ႉ ၸိုင်ႈ ၵႃႈ ၶိုၼ်ႈ ၵမ်ႉ ၵႂၢမ်း ၽႂ်ၼႆႉ ၵမ်ႉ ၸိုင်ႈ ၵႃႈ ၶိုၼ်ႈ ၵမ်ႉ ၵႂၢမ်း ၽႂ်ၼႆႉ ၵမ်ႉ ၸိုင်ႈ ၵႃႈ ၶိုၼ်ႈ ၵမ်ႉ ၵႂၢမ်း ၽႂ်ၼႆႉ ၵမ်ႉ ၸိုင်ႈ ၵႃႈ ၶိုၼ်ႈ ၵမ်ႉ ၵႂၢမ်း ၽႂ်ၼႆႉ ၵမ်ႉ ၸိုင်ႈ ၵႃႈ ၶိုၼ်ႈ ၵမ်ႉ ၵႂၢမ်း ၽႂ်ၼႆႉ ၵမ်ႉ ၸိုင်ႈ ၵႃႈ ၶိုၼ်ႈ ၵမ်ႉ ၵႂၢမ်း ၽႂ်ၼႆႉ ၵမ်ႉ ၸိုင်ႈ ၵႃႈ ၶိုၼ်ႈ ၵမ်ႉ ၵႂၢမ်း ၽႂ်ၼႆႉ ၵမ်ႉ ၸိုင်ႈ ၵႃႈ ၶိုၼ်ႈ ၵမ်ႉ ၵႂၢမ်း ၽႂ်ၼႆႉ ၵမ်ႉ ၸိုင်ႈ ၵႃႈ ၶိုၼ်ႈ ၵမ်ႉ ၵႂၢမ်း ၽႂ်ၼႆႉ ၵမ်ႉ ၸိုင်ႈ ၵႃႈ ၶိုၼ်ႈ ၵမ်ႉ ၵႂၢမ်း ၽႂ်ၼႆႉ ၵမ်ႉ ၸိုင်ႈ ၵႃႈ ၶိုၼ်ႈ ၵမ်ႉ ၵႂၢမ်း ၽႂ်ၼႆႉ ၵမ်ႉ ၸိုင်ႈ ၵႃႈ ၶိုၼ်ႈ: [163, 705, 587, 771]
